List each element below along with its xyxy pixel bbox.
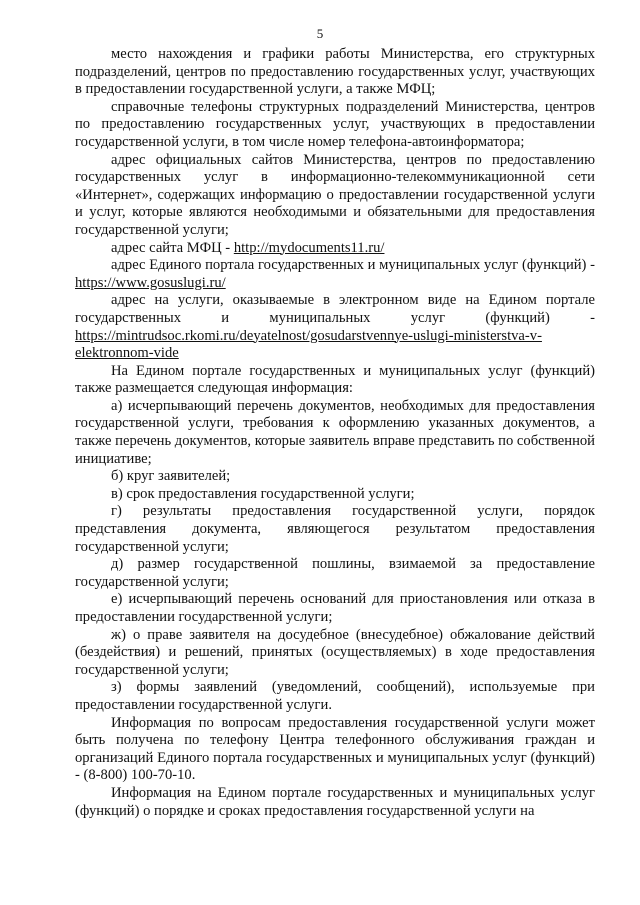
paragraph-electronic-services: [75, 292, 595, 362]
mfc-site-label: адрес сайта МФЦ -: [111, 239, 234, 256]
list-item: г) результаты предоставления государственной услуги, порядок представления документа, являющегося результатом предоставления государственной услуги;: [75, 503, 595, 555]
portal-address-label: адрес Единого портала государственных и муниципальных услуг (функций) -: [111, 257, 595, 274]
paragraph-portal-address: [75, 257, 595, 292]
list-item: а) исчерпывающий перечень документов, необходимых для предоставления государственной услуги, требования к оформлению указанных документов, а также перечень документов, которые заявитель вправе представить по собственной инициативе;: [75, 397, 595, 467]
mfc-site-link[interactable]: http://mydocuments11.ru/: [233, 239, 385, 256]
paragraph-portal-info-intro: На Едином портале государственных и муниципальных услуг (функций) также размещается следующая информация:: [75, 362, 595, 397]
electronic-services-label: адрес на услуги, оказываемые в электронном виде на Едином портале государственных и муниципальных услуг (функций) -: [75, 292, 595, 326]
paragraph-location: место нахождения и графики работы Министерства, его структурных подразделений, центров по предоставлению государственных услуг, участвующих в предоставлении государственной услуги, а также МФЦ;: [75, 46, 595, 98]
list-item: д) размер государственной пошлины, взимаемой за предоставление государственной услуги;: [75, 556, 595, 590]
page-number: 5: [316, 26, 324, 41]
list-item: б) круг заявителей;: [111, 468, 231, 485]
list-item: ж) о праве заявителя на досудебное (внесудебное) обжалование действий (бездействия) и решений, принятых (осуществляемых) в ходе предоставления государственной услуги;: [75, 626, 595, 678]
paragraph-phones: справочные телефоны структурных подразделений Министерства, центров по предоставлению государственных услуг, участвующих в предоставлении государственной услуги, в том числе номер телефона-автоинформатора;: [75, 98, 595, 150]
paragraph-final: Информация на Едином портале государственных и муниципальных услуг (функций) о порядке и сроках предоставления государственной услуги на: [75, 784, 595, 819]
list-item: в) срок предоставления государственной услуги;: [111, 485, 415, 502]
paragraph-mfc-site: [75, 240, 595, 258]
portal-address-link[interactable]: https://www.gosuslugi.ru/: [75, 274, 226, 291]
document-body: [75, 46, 595, 820]
list-item: е) исчерпывающий перечень оснований для приостановления или отказа в предоставлении государственной услуги;: [75, 591, 595, 625]
paragraph-websites: адрес официальных сайтов Министерства, центров по предоставлению государственных услуг в информационно-телекоммуникационной сети «Интернет», содержащих информацию о предоставлении государственной услуги и услуг, которые являются необходимыми и обязательными для предоставления государственной услуги;: [75, 151, 595, 238]
paragraph-phone-info: Информация по вопросам предоставления государственной услуги может быть получена по телефону Центра телефонного обслуживания граждан и организаций Единого портала государственных и муниципальных услуг (функций) - (8-800) 100-70-10.: [75, 714, 595, 784]
electronic-services-link[interactable]: https://mintrudsoc.rkomi.ru/deyatelnost/gosudarstvennye-uslugi-ministerstva-v-elektronnom-vide: [75, 327, 542, 362]
list-item: з) формы заявлений (уведомлений, сообщений), используемые при предоставлении государственной услуги.: [75, 679, 595, 713]
